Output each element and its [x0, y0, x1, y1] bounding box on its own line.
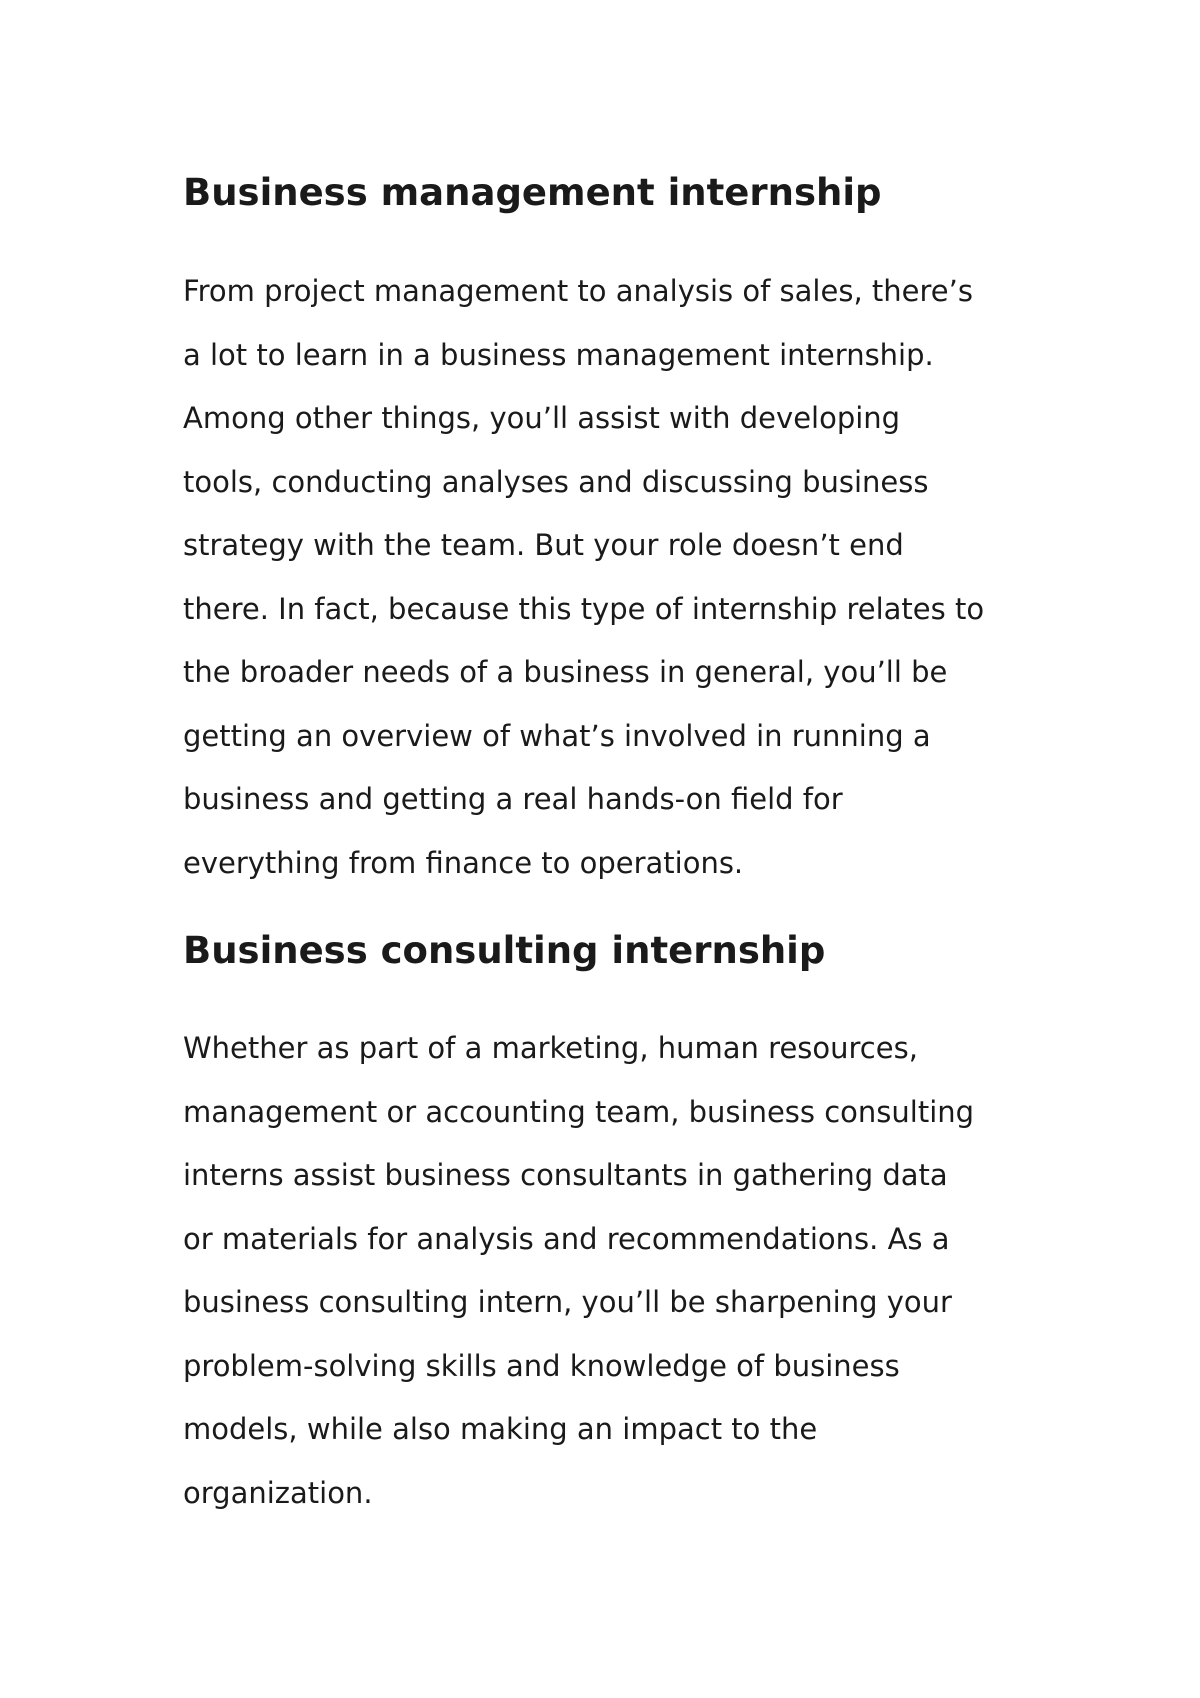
- body-line: management or accounting team, business consulting: [183, 1094, 975, 1129]
- body-line: strategy with the team. But your role doesn’t end: [183, 528, 904, 562]
- body-line: From project management to analysis of sales, there’s: [183, 274, 973, 308]
- body-line: business and getting a real hands-on field for: [183, 782, 843, 816]
- body-line: tools, conducting analyses and discussing business: [183, 464, 929, 499]
- section-heading: Business consulting internship: [183, 929, 826, 972]
- body-line: or materials for analysis and recommendations. As a: [183, 1221, 950, 1256]
- document-page: [183, 170, 1043, 1525]
- body-line: Among other things, you’ll assist with developing: [183, 401, 901, 435]
- body-line: problem-solving skills and knowledge of business: [183, 1348, 900, 1383]
- body-line: models, while also making an impact to the: [183, 1412, 818, 1446]
- body-line: the broader needs of a business in general, you’ll be: [183, 655, 948, 689]
- section-body: [183, 260, 1043, 895]
- body-line: organization.: [183, 1475, 373, 1510]
- body-line: business consulting intern, you’ll be sharpening your: [183, 1285, 952, 1319]
- section-heading: Business management internship: [183, 171, 882, 214]
- body-line: interns assist business consultants in gathering data: [183, 1158, 948, 1192]
- body-line: everything from finance to operations.: [183, 845, 744, 880]
- section-body: [183, 1017, 1043, 1525]
- section-business-management: [183, 170, 1043, 895]
- section-business-consulting: [183, 928, 1043, 1525]
- body-line: getting an overview of what’s involved in running a: [183, 718, 931, 753]
- body-line: there. In fact, because this type of internship relates to: [183, 591, 985, 626]
- body-line: Whether as part of a marketing, human resources,: [183, 1031, 918, 1065]
- body-line: a lot to learn in a business management internship.: [183, 337, 934, 372]
